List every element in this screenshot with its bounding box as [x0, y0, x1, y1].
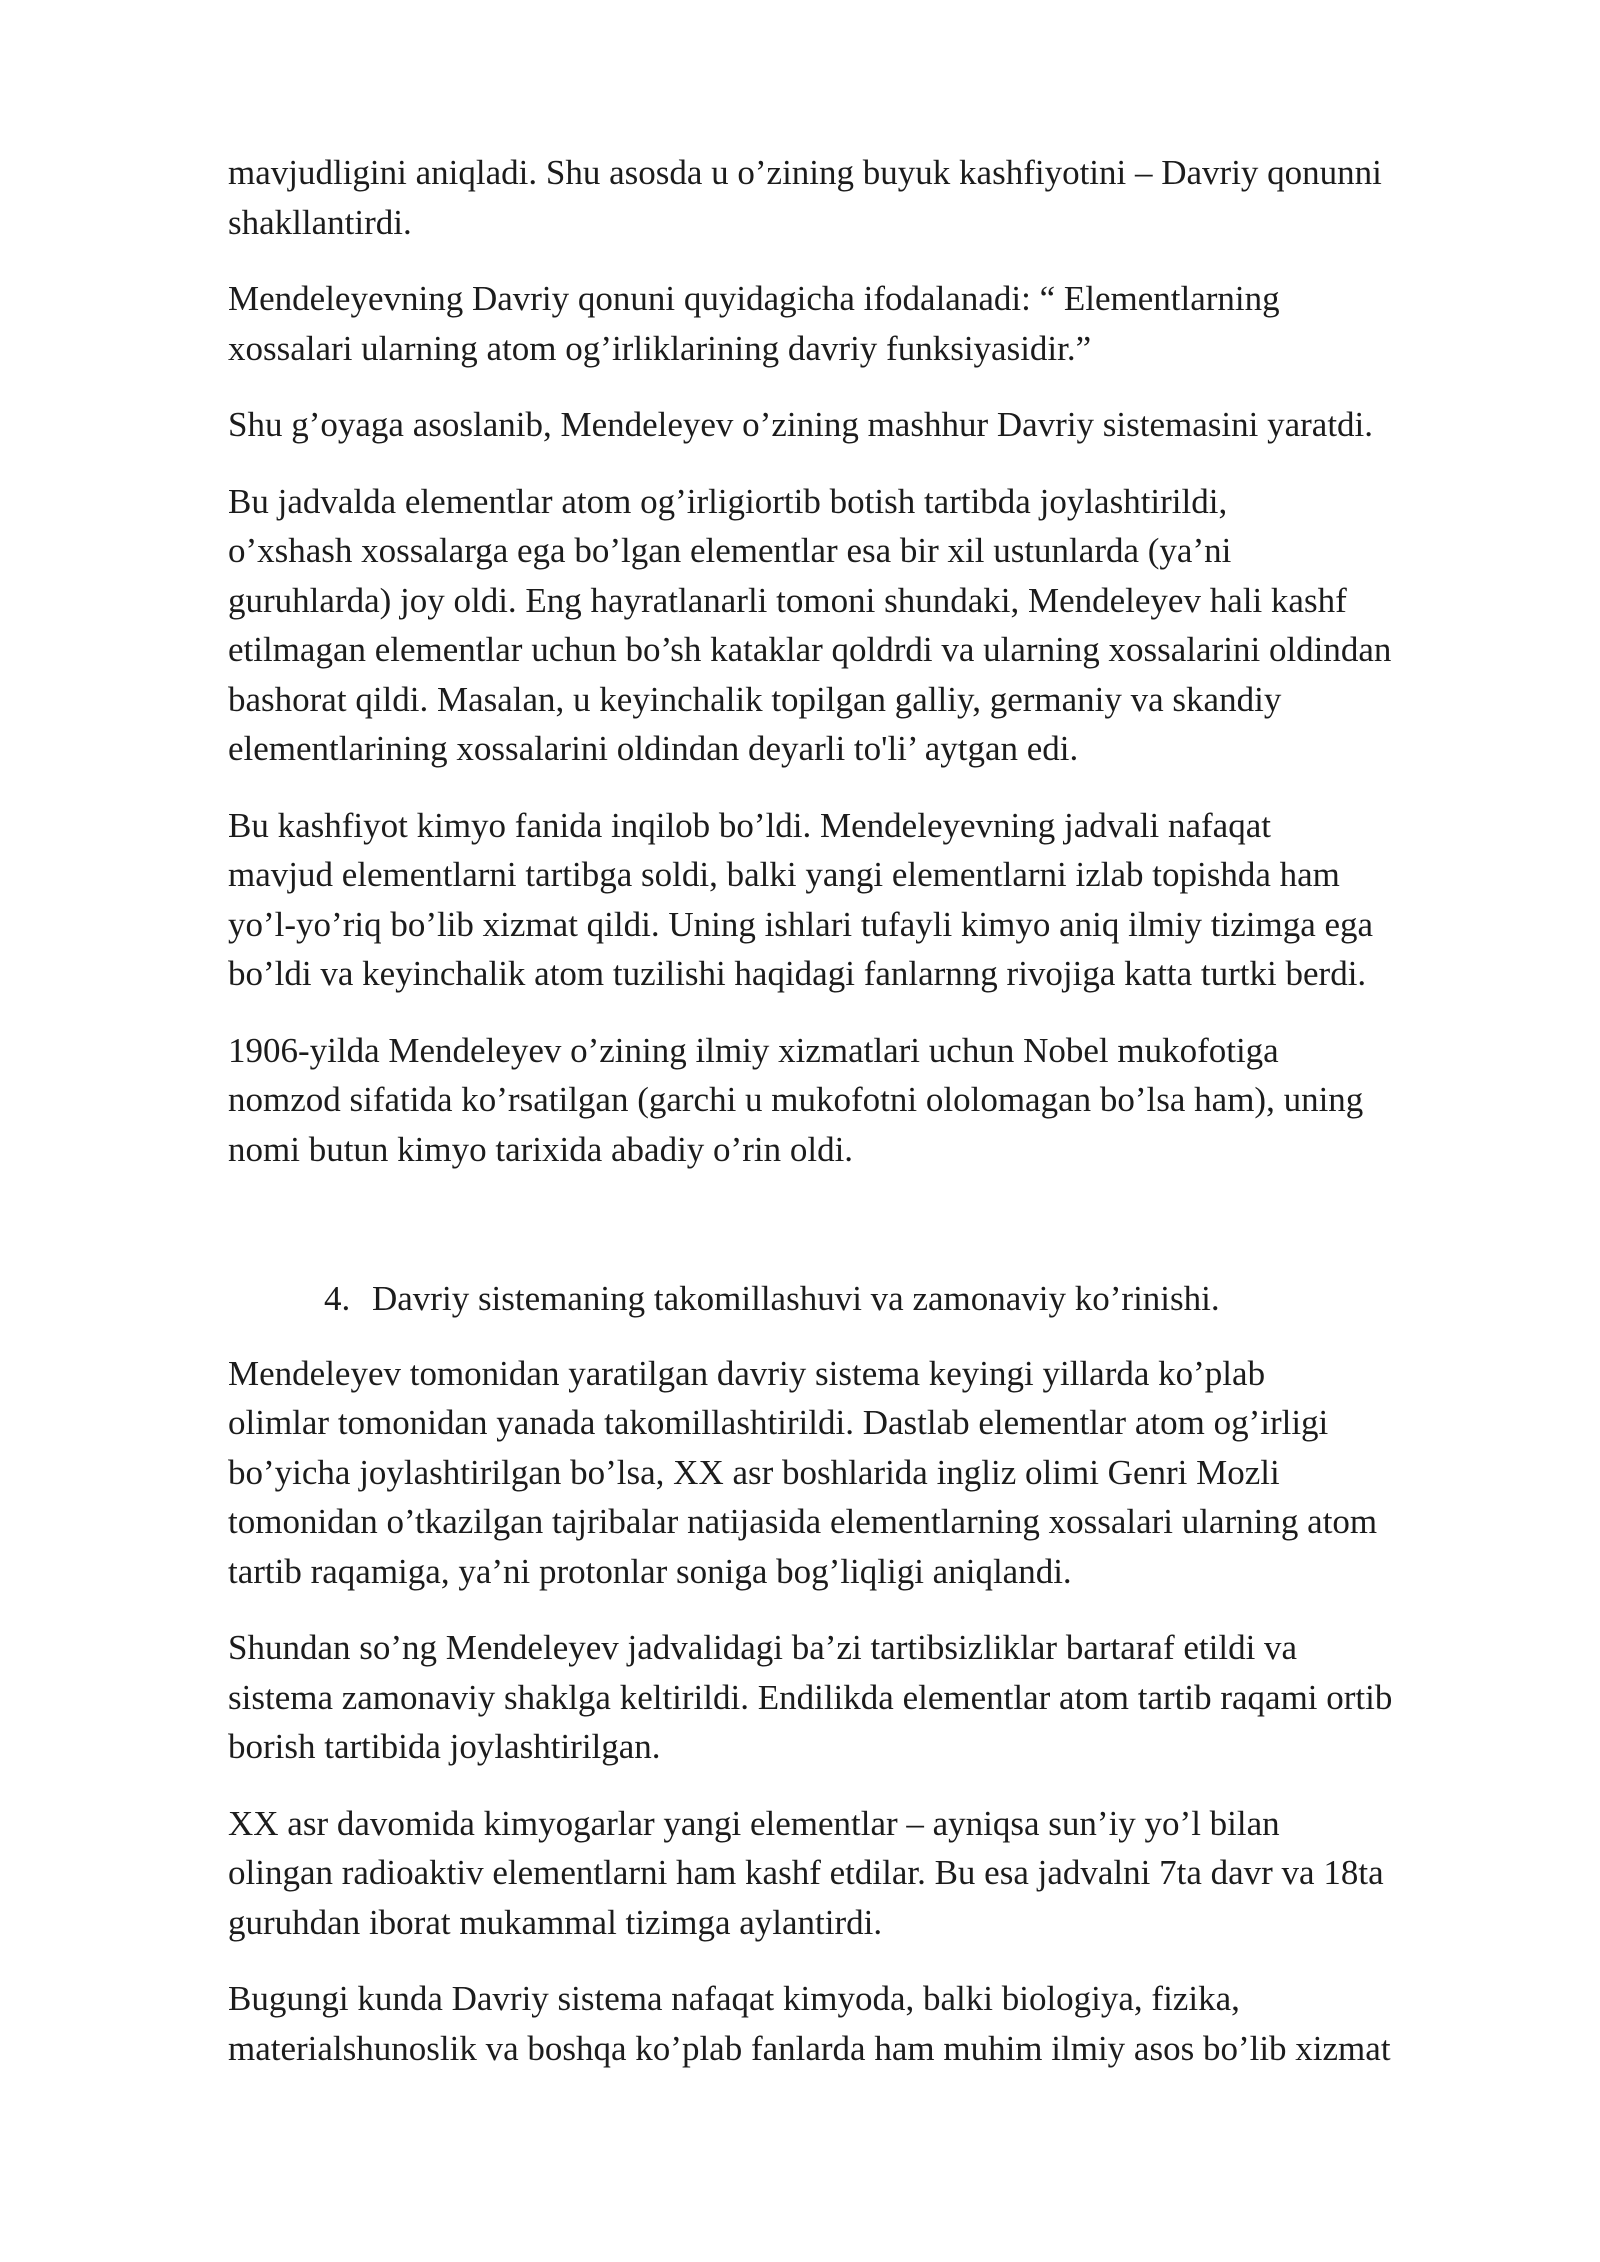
paragraph-4: Bu jadvalda elementlar atom og’irligiortib botish tartibda joylashtirildi, o’xshash xossalarga ega bo’lgan elementlar esa bir xil ustunlarda (ya’ni guruhlarda) joy oldi. Eng hayratlanarli tomoni shundaki, Mendeleyev hali kashf etilmagan elementlar uchun bo’sh kataklar qoldrdi va ularning xossalarini oldindan bashorat qildi. Masalan, u keyinchalik topilgan galliy, germaniy va skandiy elementlarining xossalarini oldindan deyarli to'li’ aytgan edi. — [228, 481, 1392, 768]
paragraph-8: Shundan so’ng Mendeleyev jadvalidagi ba’zi tartibsizliklar bartaraf etildi va sistema zamonaviy shaklga keltirildi. Endilikda elementlar atom tartib raqami ortib borish tartibida joylashtirilgan. — [228, 1628, 1393, 1766]
paragraph-1: mavjudligini aniqladi. Shu asosda u o’zining buyuk kashfiyotini – Davriy qonunni shakllantirdi. — [228, 153, 1382, 242]
section-title: Davriy sistemaning takomillashuvi va zamonaviy ko’rinishi. — [372, 1279, 1220, 1318]
document-body — [228, 148, 1488, 2100]
paragraph-5: Bu kashfiyot kimyo fanida inqilob bo’ldi. Mendeleyevning jadvali nafaqat mavjud elementlarni tartibga soldi, balki yangi elementlarni izlab topishda ham yo’l-yo’riq bo’lib xizmat qildi. Uning ishlari tufayli kimyo aniq ilmiy tizimga ega bo’ldi va keyinchalik atom tuzilishi haqidagi fanlarnng rivojiga katta turtki berdi. — [228, 805, 1374, 993]
paragraph-10: Bugungi kunda Davriy sistema nafaqat kimyoda, balki biologiya, fizika, materialshunoslik va boshqa ko’plab fanlarda ham muhim ilmiy asos bo’lib xizmat — [228, 1979, 1391, 2068]
paragraph-7: Mendeleyev tomonidan yaratilgan davriy sistema keyingi yillarda ko’plab olimlar tomonidan yanada takomillashtirildi. Dastlab elementlar atom og’irligi bo’yicha joylashtirilgan bo’lsa, XX asr boshlarida ingliz olimi Genri Mozli tomonidan o’tkazilgan tajribalar natijasida elementlarning xossalari ularning atom tartib raqamiga, ya’ni protonlar soniga bog’liqligi aniqlandi. — [228, 1353, 1378, 1591]
paragraph-6: 1906-yilda Mendeleyev o’zining ilmiy xizmatlari uchun Nobel mukofotiga nomzod sifatida ko’rsatilgan (garchi u mukofotni ololomagan bo’lsa ham), uning nomi butun kimyo tarixida abadiy o’rin oldi. — [228, 1030, 1364, 1169]
paragraph-3: Shu g’oyaga asoslanib, Mendeleyev o’zining mashhur Davriy sistemasini yaratdi. — [228, 405, 1374, 444]
paragraph-2: Mendeleyevning Davriy qonuni quyidagicha ifodalanadi: “ Elementlarning xossalari ularning atom og’irliklarining davriy funksiyasidir.” — [228, 279, 1280, 368]
paragraph-9: XX asr davomida kimyogarlar yangi elementlar – ayniqsa sun’iy yo’l bilan olingan radioaktiv elementlarni ham kashf etdilar. Bu esa jadvalni 7ta davr va 18ta guruhdan iborat mukammal tizimga aylantirdi. — [228, 1803, 1384, 1942]
section-number: 4. — [324, 1279, 351, 1318]
section-heading — [228, 1274, 1488, 1324]
